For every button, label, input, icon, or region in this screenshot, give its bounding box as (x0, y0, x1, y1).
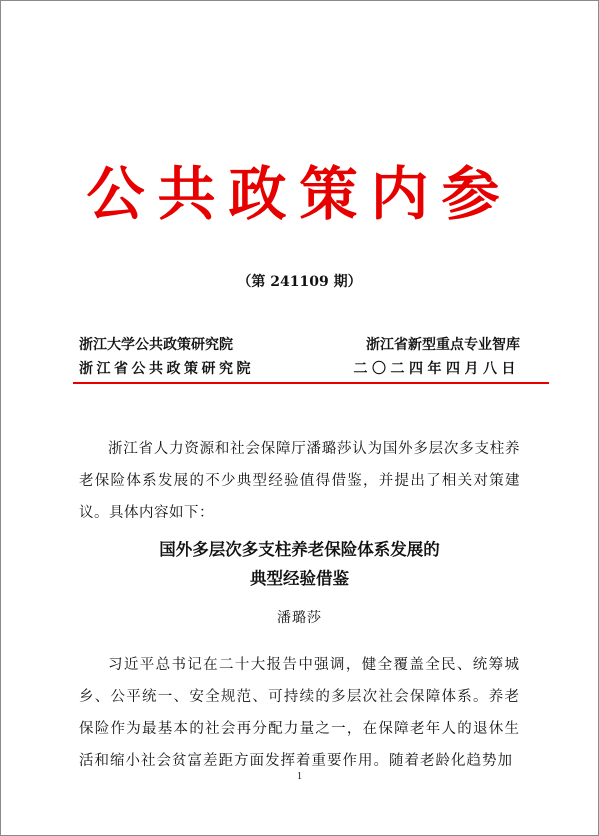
issue-number: （第 241109 期） (237, 274, 362, 290)
intro-paragraph: 浙江省人力资源和社会保障厅潘璐莎认为国外多层次多支柱养老保险体系发展的不少典型经验值得借鉴，并提出了相关对策建议。具体内容如下： (79, 441, 520, 521)
article-title (1, 535, 598, 593)
org-name-think-tank: 浙江省新型重点专业智库 (366, 337, 520, 353)
header-divider (73, 382, 549, 384)
masthead-title: 公共政策内参 (86, 160, 513, 228)
article-title-line-1: 国外多层次多支柱养老保险体系发展的 (159, 540, 440, 559)
org-name-zhejiang-institute: 浙江省公共政策研究院 (79, 361, 254, 377)
article-author: 潘璐莎 (277, 610, 322, 626)
page-number: 1 (297, 771, 302, 782)
header-row-1 (79, 334, 520, 354)
body-paragraph: 习近平总书记在二十大报告中强调，健全覆盖全民、统筹城乡、公平统一、安全规范、可持续的多层次社会保障体系。养老保险作为最基本的社会再分配力量之一，在保障老年人的退休生活和缩小社会贫富差距方面发挥着重要作用。随着老龄化趋势加 (79, 657, 520, 769)
article-title-line-2: 典型经验借鉴 (250, 569, 349, 588)
header-row-2 (79, 358, 520, 378)
publication-date: 二〇二四年四月八日 (353, 361, 520, 377)
org-name-zju: 浙江大学公共政策研究院 (79, 337, 233, 353)
